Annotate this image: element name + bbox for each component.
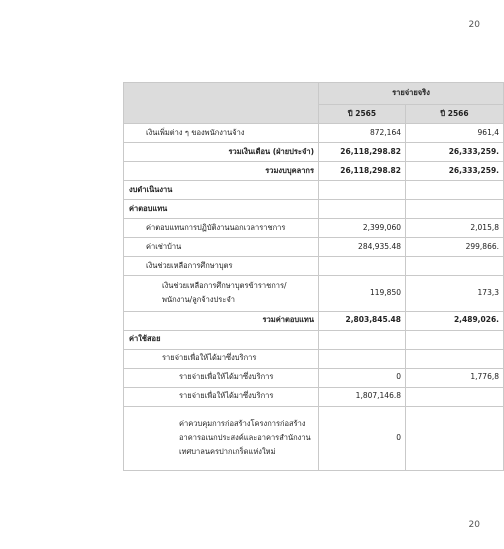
row-label: เงินเพิ่มต่าง ๆ ของพนักงานจ้าง (124, 124, 319, 143)
table-row (124, 257, 504, 276)
table-row (124, 124, 504, 143)
table-row (124, 387, 504, 406)
value-2566: 961,4 (406, 124, 504, 143)
header-blank (124, 83, 319, 124)
budget-table (123, 82, 504, 471)
value-2566: 26,333,259. (406, 143, 504, 162)
table-row (124, 238, 504, 257)
value-2566: 2,015,8 (406, 219, 504, 238)
value-2565: 0 (319, 368, 406, 387)
row-label: ค่าใช้สอย (124, 330, 319, 349)
value-2566: 1,776,8 (406, 368, 504, 387)
value-2566: 173,3 (406, 276, 504, 312)
table-row (124, 276, 504, 312)
table-row (124, 349, 504, 368)
value-2565: 26,118,298.82 (319, 143, 406, 162)
row-label: เงินช่วยเหลือการศึกษาบุตรข้าราชการ/พนักงาน/ลูกจ้างประจำ (124, 276, 319, 312)
value-2566: 2,489,026. (406, 311, 504, 330)
table-row (124, 368, 504, 387)
value-2565: 872,164 (319, 124, 406, 143)
table-row (124, 311, 504, 330)
row-label: รวมค่าตอบแทน (124, 311, 319, 330)
row-label: รวมงบบุคลากร (124, 162, 319, 181)
row-label: ค่าตอบแทนการปฏิบัติงานนอกเวลาราชการ (124, 219, 319, 238)
value-2565: 1,807,146.8 (319, 387, 406, 406)
row-label: ค่าควบคุมการก่อสร้างโครงการก่อสร้างอาคารอเนกประสงค์และอาคารสำนักงานเทศบาลนครปากเกร็ดแห่งใหม่ (124, 406, 319, 470)
row-label: รายจ่ายเพื่อให้ได้มาซึ่งบริการ (124, 387, 319, 406)
table-row (124, 143, 504, 162)
value-2566 (406, 387, 504, 406)
value-2566 (406, 200, 504, 219)
value-2565 (319, 200, 406, 219)
row-label: งบดำเนินงาน (124, 181, 319, 200)
header-year-2565: ปี 2565 (319, 105, 406, 124)
value-2565: 2,803,845.48 (319, 311, 406, 330)
value-2565 (319, 330, 406, 349)
row-label: รวมเงินเดือน (ฝ่ายประจำ) (124, 143, 319, 162)
table-row (124, 200, 504, 219)
value-2566: 26,333,259. (406, 162, 504, 181)
value-2566 (406, 349, 504, 368)
value-2565 (319, 181, 406, 200)
table-row (124, 330, 504, 349)
value-2565: 119,850 (319, 276, 406, 312)
row-label: รายจ่ายเพื่อให้ได้มาซึ่งบริการ (124, 349, 319, 368)
value-2565 (319, 349, 406, 368)
row-label: เงินช่วยเหลือการศึกษาบุตร (124, 257, 319, 276)
row-label: ค่าตอบแทน (124, 200, 319, 219)
row-label: ค่าเช่าบ้าน (124, 238, 319, 257)
table-row (124, 219, 504, 238)
value-2565: 284,935.48 (319, 238, 406, 257)
value-2566 (406, 330, 504, 349)
header-actual-expense: รายจ่ายจริง (319, 83, 504, 105)
value-2565: 2,399,060 (319, 219, 406, 238)
page-number-bottom: 20 (468, 520, 480, 530)
page-number-top: 20 (468, 20, 480, 30)
table-row (124, 181, 504, 200)
value-2565 (319, 257, 406, 276)
table-row (124, 406, 504, 470)
value-2566 (406, 406, 504, 470)
value-2565: 0 (319, 406, 406, 470)
value-2566 (406, 181, 504, 200)
value-2566: 299,866. (406, 238, 504, 257)
value-2565: 26,118,298.82 (319, 162, 406, 181)
value-2566 (406, 257, 504, 276)
table-row (124, 162, 504, 181)
row-label: รายจ่ายเพื่อให้ได้มาซึ่งบริการ (124, 368, 319, 387)
header-year-2566: ปี 2566 (406, 105, 504, 124)
